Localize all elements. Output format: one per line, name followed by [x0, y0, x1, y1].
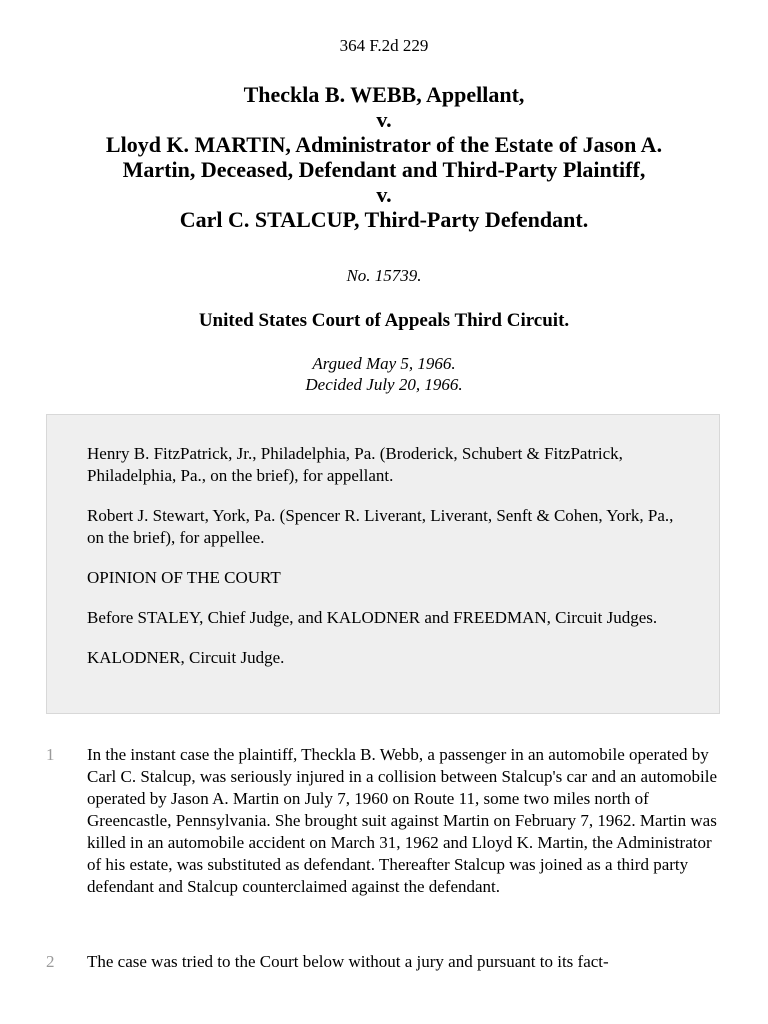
- case-dates: [0, 353, 768, 395]
- case-caption: [40, 82, 728, 232]
- caption-third-party-defendant: Carl C. STALCUP, Third-Party Defendant.: [179, 207, 589, 232]
- caption-versus-1: v.: [376, 107, 392, 132]
- paragraph-number[interactable]: 1: [46, 745, 55, 764]
- docket-number: No. 15739.: [346, 266, 422, 285]
- opinion-author: KALODNER, Circuit Judge.: [87, 648, 285, 667]
- paragraph-number[interactable]: 2: [46, 952, 55, 971]
- caption-versus-2: v.: [376, 182, 392, 207]
- counsel-appellant: Henry B. FitzPatrick, Jr., Philadelphia, Pa. (Broderick, Schubert & FitzPatrick, Philadelphia, Pa., on the brief), for appellant.: [87, 444, 623, 485]
- counsel-panel: [46, 414, 720, 714]
- opinion-heading: OPINION OF THE COURT: [87, 568, 281, 587]
- paragraph-text: The case was tried to the Court below without a jury and pursuant to its fact-: [87, 952, 609, 971]
- judges-panel: Before STALEY, Chief Judge, and KALODNER and FREEDMAN, Circuit Judges.: [87, 608, 658, 627]
- caption-appellant: Theckla B. WEBB, Appellant,: [243, 82, 525, 107]
- caption-defendant-line-2: Martin, Deceased, Defendant and Third-Party Plaintiff,: [122, 157, 646, 182]
- court-name: United States Court of Appeals Third Circuit.: [198, 310, 570, 331]
- argued-date: Argued May 5, 1966.: [312, 354, 456, 373]
- counsel-appellee: Robert J. Stewart, York, Pa. (Spencer R. Liverant, Liverant, Senft & Cohen, York, Pa., on the brief), for appellee.: [87, 506, 674, 547]
- decided-date: Decided July 20, 1966.: [305, 375, 463, 394]
- case-citation: 364 F.2d 229: [339, 36, 429, 55]
- caption-defendant-line-1: Lloyd K. MARTIN, Administrator of the Estate of Jason A.: [105, 132, 663, 157]
- paragraph-text: In the instant case the plaintiff, Theckla B. Webb, a passenger in an automobile operated by Carl C. Stalcup, was seriously injured in a collision between Stalcup's car and an automobile operated by Jason A. Martin on July 7, 1960 on Route 11, some two miles north of Greencastle, Pennsylvania. She brought suit against Martin on February 7, 1962. Martin was killed in an automobile accident on March 31, 1962 and Lloyd K. Martin, the Administrator of his estate, was substituted as defendant. Thereafter Stalcup was joined as a third party defendant and Stalcup counterclaimed against the defendant.: [87, 745, 718, 896]
